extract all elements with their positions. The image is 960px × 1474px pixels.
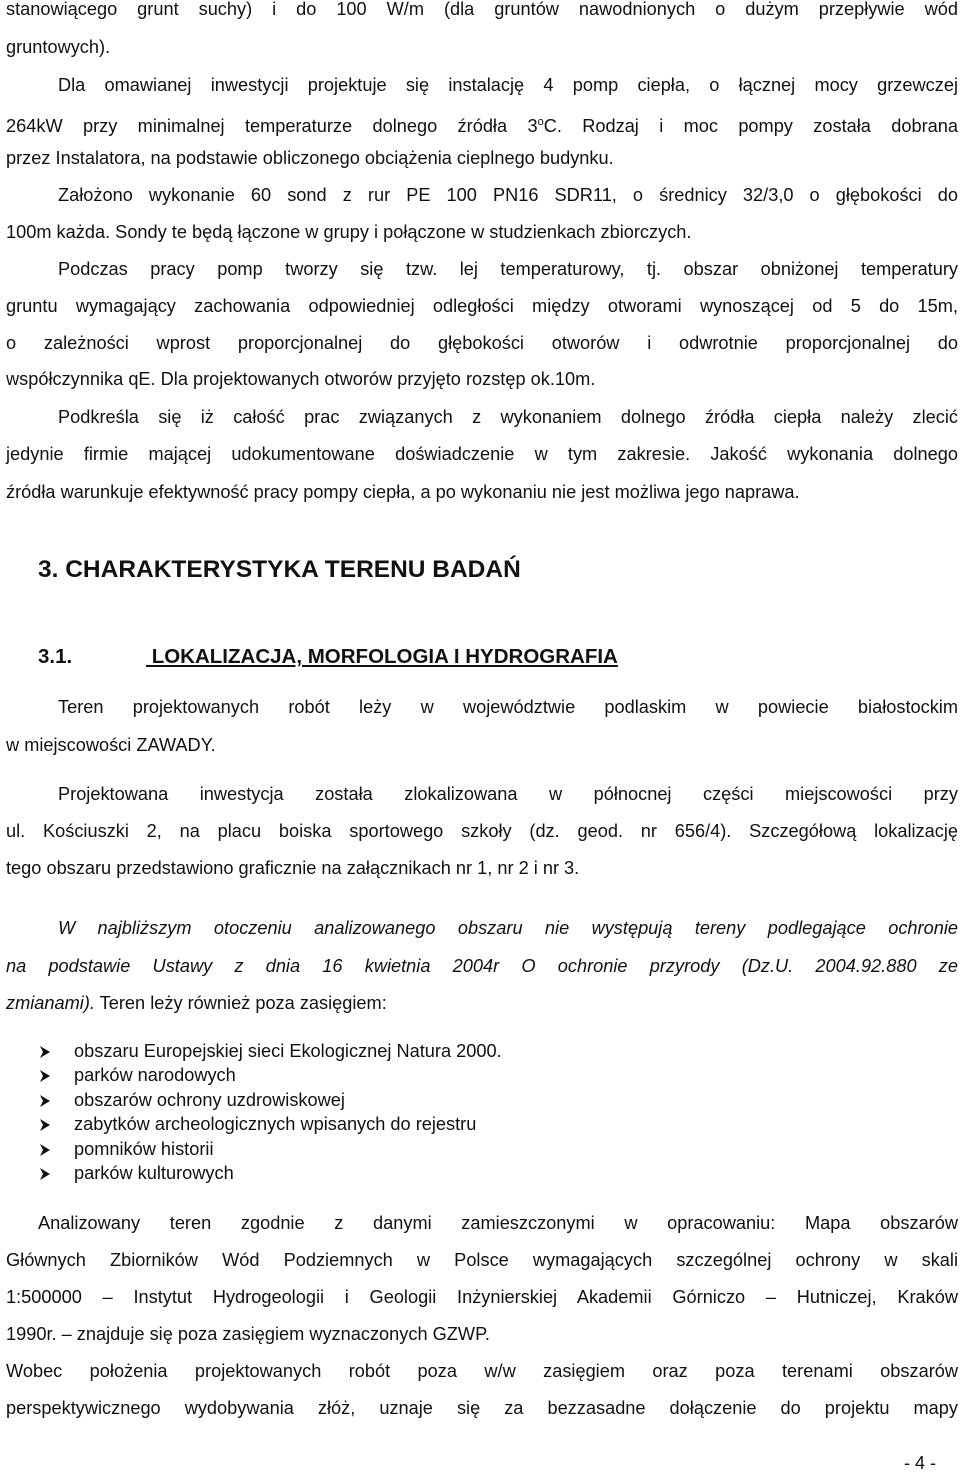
list-item bbox=[38, 1063, 940, 1087]
text-line: jedynie firmie mającej udokumentowane doświadczenie w tym zakresie. Jakość wykonania dolnego bbox=[6, 444, 958, 464]
text-line: W najbliższym otoczeniu analizowanego obszaru nie występują tereny podlegające ochronie bbox=[58, 918, 958, 938]
list-item bbox=[38, 1137, 940, 1161]
arrow-bullet-icon bbox=[38, 1045, 74, 1059]
list-item-text: parków kulturowych bbox=[74, 1163, 234, 1183]
text-span: C. Rodzaj i moc pompy została dobrana bbox=[543, 116, 958, 137]
text-line: gruntowych). bbox=[6, 37, 111, 57]
text-line: Projektowana inwestycja została zlokalizowana w północnej części miejscowości przy bbox=[58, 784, 958, 804]
superscript: o bbox=[537, 116, 544, 128]
list-item bbox=[38, 1039, 940, 1063]
section-heading: 3. CHARAKTERYSTYKA TERENU BADAŃ bbox=[38, 556, 521, 583]
list-item-text: obszaru Europejskiej sieci Ekologicznej Natura 2000. bbox=[74, 1041, 502, 1061]
text-line bbox=[6, 110, 958, 138]
text-line: Dla omawianej inwestycji projektuje się instalację 4 pomp ciepła, o łącznej mocy grzewczej bbox=[58, 75, 958, 95]
arrow-bullet-icon bbox=[38, 1167, 74, 1181]
text-line: Teren projektowanych robót leży w województwie podlaskim w powiecie białostockim bbox=[58, 697, 958, 717]
text-span: 264kW przy minimalnej temperaturze dolnego źródła 3 bbox=[6, 116, 538, 137]
text-line: Założono wykonanie 60 sond z rur PE 100 PN16 SDR11, o średnicy 32/3,0 o głębokości do bbox=[58, 185, 958, 205]
text-line: przez Instalatora, na podstawie obliczonego obciążenia cieplnego budynku. bbox=[6, 148, 614, 168]
arrow-bullet-icon bbox=[38, 1094, 74, 1108]
page-number: - 4 - bbox=[904, 1453, 937, 1473]
text-line: Głównych Zbiorników Wód Podziemnych w Polsce wymagających szczególnej ochrony w skali bbox=[6, 1250, 958, 1270]
text-line: 100m każda. Sondy te będą łączone w grupy i połączone w studzienkach zbiorczych. bbox=[6, 222, 692, 242]
list-item bbox=[38, 1161, 940, 1185]
text-line: Analizowany teren zgodnie z danymi zamieszczonymi w opracowaniu: Mapa obszarów bbox=[38, 1213, 958, 1233]
arrow-bullet-icon bbox=[38, 1143, 74, 1157]
text-span: Teren leży również poza zasięgiem: bbox=[94, 993, 387, 1013]
text-line: 1990r. – znajduje się poza zasięgiem wyznaczonych GZWP. bbox=[6, 1324, 490, 1344]
text-line: Podczas pracy pomp tworzy się tzw. lej temperaturowy, tj. obszar obniżonej temperatury bbox=[58, 259, 958, 279]
text-line: tego obszaru przedstawiono graficznie na załącznikach nr 1, nr 2 i nr 3. bbox=[6, 858, 580, 878]
list-item-text: parków narodowych bbox=[74, 1065, 236, 1085]
text-line: o zależności wprost proporcjonalnej do głębokości otworów i odwrotnie proporcjonalnej do bbox=[6, 333, 958, 353]
subsection-heading bbox=[38, 643, 698, 671]
text-line: na podstawie Ustawy z dnia 16 kwietnia 2004r O ochronie przyrody (Dz.U. 2004.92.880 ze bbox=[6, 956, 958, 976]
text-line: źródła warunkuje efektywność pracy pompy ciepła, a po wykonaniu nie jest możliwa jego naprawa. bbox=[6, 482, 800, 502]
list-item-text: obszarów ochrony uzdrowiskowej bbox=[74, 1090, 345, 1110]
text-span: zmianami). bbox=[6, 993, 95, 1013]
text-line: stanowiącego grunt suchy) i do 100 W/m (dla gruntów nawodnionych o dużym przepływie wód bbox=[6, 0, 958, 19]
text-line: Podkreśla się iż całość prac związanych z wykonaniem dolnego źródła ciepła należy zlecić bbox=[58, 407, 958, 427]
subsection-number: 3.1. bbox=[38, 645, 73, 668]
arrow-bullet-icon bbox=[38, 1069, 74, 1083]
text-line: Wobec położenia projektowanych robót poza w/w zasięgiem oraz poza terenami obszarów bbox=[6, 1361, 958, 1381]
text-line: 1:500000 – Instytut Hydrogeologii i Geologii Inżynierskiej Akademii Górniczo – Hutniczej, Kraków bbox=[6, 1287, 958, 1307]
list-item bbox=[38, 1088, 940, 1112]
list-item-text: pomników historii bbox=[74, 1139, 214, 1159]
text-line: ul. Kościuszki 2, na placu boiska sportowego szkoły (dz. geod. nr 656/4). Szczegółową lokalizację bbox=[6, 821, 958, 841]
text-line bbox=[6, 991, 958, 1015]
list-item bbox=[38, 1112, 940, 1136]
subsection-title: LOKALIZACJA, MORFOLOGIA I HYDROGRAFIA bbox=[146, 645, 618, 668]
list-item-text: zabytków archeologicznych wpisanych do rejestru bbox=[74, 1114, 477, 1134]
text-line: współczynnika qE. Dla projektowanych otworów przyjęto rozstęp ok.10m. bbox=[6, 369, 596, 389]
text-line: w miejscowości ZAWADY. bbox=[6, 735, 216, 755]
text-line: perspektywicznego wydobywania złóż, uznaje się za bezzasadne dołączenie do projektu mapy bbox=[6, 1398, 958, 1418]
arrow-bullet-icon bbox=[38, 1118, 74, 1132]
text-line: gruntu wymagający zachowania odpowiedniej odległości między otworami wynoszącej od 5 do 15m, bbox=[6, 296, 958, 316]
